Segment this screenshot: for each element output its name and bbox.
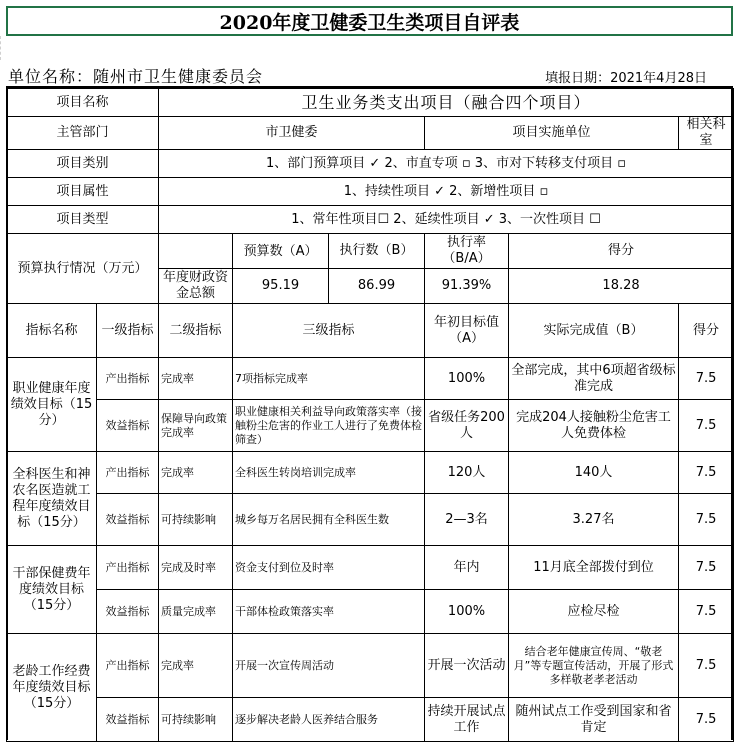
table-row [7,546,734,590]
table-row [7,634,734,698]
actual-header[interactable]: 实际完成值（B） [509,304,679,358]
project-name-row [7,89,734,117]
target-cell[interactable]: 省级任务200人 [425,400,509,452]
type-label[interactable]: 项目类型 [7,206,159,234]
level1-cell[interactable]: 产出指标 [97,546,159,590]
actual-cell[interactable]: 3.27名 [509,494,679,546]
fill-date-text: 填报日期：2021年4月28日 [545,71,707,86]
level3-cell[interactable]: 逐步解决老龄人医养结合服务 [233,698,425,742]
impl-unit-label[interactable]: 项目实施单位 [425,117,679,150]
budget-blank-cell[interactable] [159,234,233,269]
table-row [7,698,734,742]
budget-amount-value[interactable]: 95.19 [233,269,329,303]
attr-label[interactable]: 项目属性 [7,178,159,206]
fiscal-total-label[interactable]: 年度财政资金总额 [159,269,233,304]
actual-cell[interactable]: 完成204人接触粉尘危害工人免费体检 [509,400,679,452]
level1-cell[interactable]: 产出指标 [97,452,159,494]
project-name-value[interactable]: 卫生业务类支出项目（融合四个项目） [159,89,734,117]
score-cell[interactable]: 7.5 [679,358,734,400]
score-cell[interactable]: 7.5 [679,546,734,590]
level3-header[interactable]: 三级指标 [233,304,425,358]
level3-cell[interactable]: 城乡每万名居民拥有全科医生数 [233,494,425,546]
dept-row [7,117,734,150]
score-cell[interactable]: 7.5 [679,698,734,742]
indicator-group-name[interactable]: 全科医生和神农名医造就工程年度绩效目标（15分） [7,452,97,546]
level1-cell[interactable]: 效益指标 [97,400,159,452]
level2-cell[interactable]: 完成率 [159,358,233,400]
table-row [7,494,734,546]
actual-cell[interactable]: 随州试点工作受到国家和省肯定 [509,698,679,742]
level2-header[interactable]: 二级指标 [159,304,233,358]
attr-value[interactable]: 1、持续性项目 ✓ 2、新增性项目 ▫ [159,178,734,206]
actual-cell[interactable]: 应检尽检 [509,590,679,634]
sheet-title[interactable]: 2020年度卫健委卫生类项目自评表 [6,6,733,36]
level1-cell[interactable]: 效益指标 [97,494,159,546]
level2-cell[interactable]: 完成率 [159,634,233,698]
indicator-group-name[interactable]: 职业健康年度绩效目标（15分） [7,358,97,452]
budget-header-row [7,234,734,269]
actual-cell[interactable]: 结合老年健康宣传周、“敬老月”等专题宣传活动，开展了形式多样敬老孝老活动 [509,634,679,698]
level1-header[interactable]: 一级指标 [97,304,159,358]
table-row [7,590,734,634]
target-cell[interactable]: 100% [425,590,509,634]
level2-cell[interactable]: 可持续影响 [159,698,233,742]
level2-cell[interactable]: 完成率 [159,452,233,494]
type-value[interactable]: 1、常年性项目☐ 2、延续性项目 ✓ 3、一次性项目 ☐ [159,206,734,234]
target-cell[interactable]: 100% [425,358,509,400]
type-row [7,206,734,234]
score-cell[interactable]: 7.5 [679,590,734,634]
indicator-name-header[interactable]: 指标名称 [7,304,97,358]
actual-cell[interactable]: 140人 [509,452,679,494]
target-cell[interactable]: 2—3名 [425,494,509,546]
level1-cell[interactable]: 效益指标 [97,590,159,634]
level1-cell[interactable]: 产出指标 [97,634,159,698]
score-header[interactable]: 得分 [679,304,734,358]
table-row [7,452,734,494]
dept-label[interactable]: 主管部门 [7,117,159,150]
level1-cell[interactable]: 产出指标 [97,358,159,400]
level3-cell[interactable]: 7项指标完成率 [233,358,425,400]
self-evaluation-table [6,88,734,742]
budget-amount-header[interactable]: 预算数（A） [233,234,329,268]
related-dept-value[interactable]: 相关科室 [679,117,734,150]
level1-cell[interactable]: 效益指标 [97,698,159,742]
level2-cell[interactable]: 保障导向政策完成率 [159,400,233,452]
actual-cell[interactable]: 11月底全部拨付到位 [509,546,679,590]
budget-split-cell [233,234,425,269]
level2-cell[interactable]: 质量完成率 [159,590,233,634]
level2-cell[interactable]: 完成及时率 [159,546,233,590]
dept-value[interactable]: 市卫健委 [159,117,425,150]
level3-cell[interactable]: 资金支付到位及时率 [233,546,425,590]
table-row [7,400,734,452]
category-value[interactable]: 1、部门预算项目 ✓ 2、市直专项 ▫ 3、市对下转移支付项目 ▫ [159,150,734,178]
target-cell[interactable]: 年内 [425,546,509,590]
unit-info-row [6,62,733,88]
budget-value-split [233,269,425,304]
exec-amount-header[interactable]: 执行数（B） [339,243,414,258]
category-row [7,150,734,178]
level3-cell[interactable]: 职业健康相关利益导向政策落实率（接触粉尘危害的作业工人进行了免费体检筛查） [233,400,425,452]
attr-row [7,178,734,206]
score-cell[interactable]: 7.5 [679,452,734,494]
exec-rate-value[interactable]: 91.39% [425,269,509,304]
level2-cell[interactable]: 可持续影响 [159,494,233,546]
budget-score-value[interactable]: 18.28 [509,269,734,304]
level3-cell[interactable]: 干部体检政策落实率 [233,590,425,634]
level3-cell[interactable]: 全科医生转岗培训完成率 [233,452,425,494]
indicator-group-name[interactable]: 老龄工作经费年度绩效目标（15分） [7,634,97,742]
indicator-group-name[interactable]: 干部保健费年度绩效目标（15分） [7,546,97,634]
target-header[interactable]: 年初目标值（A） [425,304,509,358]
score-cell[interactable]: 7.5 [679,400,734,452]
score-cell[interactable]: 7.5 [679,634,734,698]
spreadsheet-gridlines [0,36,738,60]
budget-score-header[interactable]: 得分 [509,234,734,269]
project-name-label[interactable]: 项目名称 [7,89,159,117]
unit-name-text: 单位名称：随州市卫生健康委员会 [8,67,264,86]
score-cell[interactable]: 7.5 [679,494,734,546]
target-cell[interactable]: 120人 [425,452,509,494]
exec-rate-header[interactable]: 执行率（B/A） [425,234,509,269]
table-row [7,358,734,400]
actual-cell[interactable]: 全部完成，其中6项超省级标准完成 [509,358,679,400]
target-cell[interactable]: 持续开展试点工作 [425,698,509,742]
budget-label[interactable]: 预算执行情况（万元） [7,234,159,304]
level3-cell[interactable]: 开展一次宣传周活动 [233,634,425,698]
category-label[interactable]: 项目类别 [7,150,159,178]
target-cell[interactable]: 开展一次活动 [425,634,509,698]
indicator-header-row [7,304,734,358]
exec-amount-value[interactable]: 86.99 [357,278,396,293]
